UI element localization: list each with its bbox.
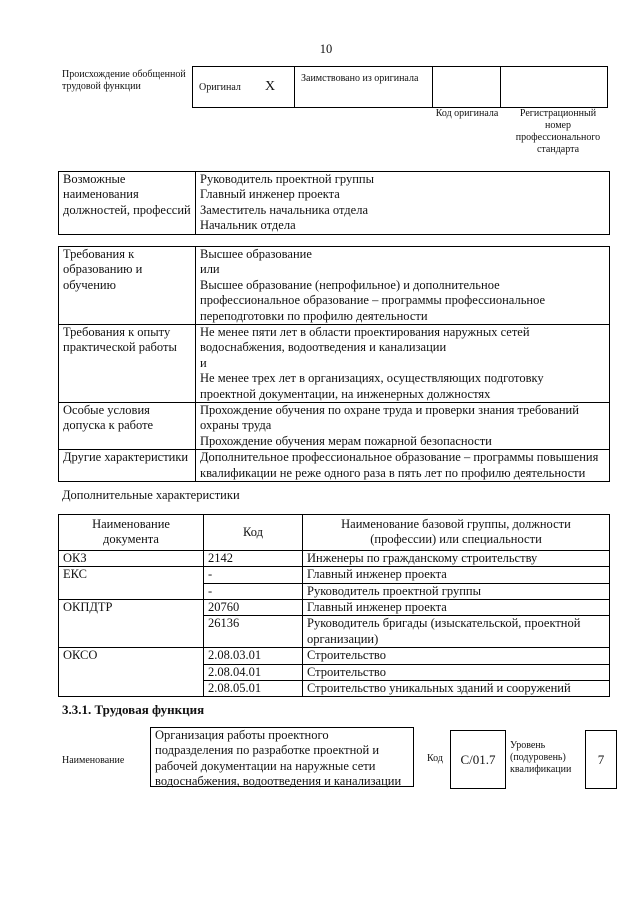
cell-name: Главный инженер проекта [303,567,610,583]
cell-name: Главный инженер проекта [303,600,610,616]
position-item: Заместитель начальника отдела [200,202,368,217]
cell-doc: ЕКС [59,567,204,600]
req-education-text [196,247,610,325]
req-education-label: Требования к образованию и обучению [59,247,196,325]
table-row [59,550,610,566]
req-other-label: Другие характеристики [59,450,196,482]
cell-name: Инженеры по гражданскому строительству [303,550,610,566]
text-line: квалификации не реже одного раза в пять лет по профилю деятельности [200,465,586,480]
original-label: Оригинал [199,82,241,93]
cell-code: - [204,567,303,583]
borrowed-label: Заимствовано из оригинала [301,73,419,84]
req-access-text [196,403,610,450]
positions-list [196,172,610,235]
text-line: охраны труда [200,418,272,433]
text-line: Прохождение обучения мерам пожарной безопасности [200,433,492,448]
cell-code: 2.08.03.01 [204,648,303,664]
cell-doc: ОКПДТР [59,600,204,648]
function-level-label: Уровень (подуровень) квалификации [510,740,572,775]
text-line: профессиональное образование – программы профессиональное [200,293,546,308]
cell-code: 20760 [204,600,303,616]
position-item: Главный инженер проекта [200,187,340,202]
cell-code: 2.08.04.01 [204,664,303,680]
table-row [59,648,610,664]
req-experience-label: Требования к опыту практической работы [59,325,196,403]
cell-name: Строительство уникальных зданий и сооружений [303,681,610,697]
requirements-table [58,246,610,482]
cell-doc: ОКСО [59,648,204,697]
positions-table [58,171,610,235]
cell-code: - [204,583,303,599]
text-line: Высшее образование [200,247,312,261]
text-line: Не менее пяти лет в области проектирования наружных сетей [200,325,530,340]
text-line: Прохождение обучения по охране труда и проверки знания требований [200,403,579,418]
function-code-value: C/01.7 [450,730,506,789]
text-line: Не менее трех лет в организациях, осуществляющих подготовку [200,371,544,386]
text-line: водоснабжения, водоотведения и канализации [200,340,447,355]
header-name: Наименование базовой группы, должности (профессии) или специальности [303,515,610,551]
text-line: Дополнительное профессиональное образование – программы повышения [200,450,599,465]
function-name-label: Наименование [62,755,125,766]
function-heading: 3.3.1. Трудовая функция [62,702,205,717]
cell-name: Строительство [303,648,610,664]
origin-label: Происхождение обобщенной трудовой функции [62,69,186,92]
req-other-text [196,450,610,482]
text-line: проектной документации, на инженерных должностях [200,386,491,401]
code-original-label: Код оригинала [435,108,499,119]
position-item: Руководитель проектной группы [200,172,374,186]
table-row [59,600,610,616]
additional-table [58,514,610,697]
cell-name: Руководитель проектной группы [303,583,610,599]
table-row [59,567,610,583]
origin-box [192,66,608,108]
page-number: 10 [319,42,333,56]
header-document: Наименование документа [59,515,204,551]
text-line: переподготовки по профилю деятельности [200,308,428,323]
function-name-value: Организация работы проектного подразделения по разработке проектной и рабочей документации на наружные сети водоснабжения, водоотведения и канализации [150,727,414,787]
cell-name: Руководитель бригады (изыскательской, проектной организации) [303,616,610,648]
reg-number-label: Регистрационный номер профессионального стандарта [515,108,601,155]
cell-code: 2142 [204,550,303,566]
cell-code: 26136 [204,616,303,648]
cell-code: 2.08.05.01 [204,681,303,697]
text-line: и [200,355,207,370]
text-line: или [200,262,220,277]
position-item: Начальник отдела [200,218,296,233]
positions-label: Возможные наименования должностей, профессий [59,172,196,235]
cell-name: Строительство [303,664,610,680]
req-experience-text [196,325,610,403]
additional-title: Дополнительные характеристики [62,488,240,502]
cell-doc: ОКЗ [59,550,204,566]
function-level-value: 7 [585,730,617,789]
header-code: Код [204,515,303,551]
text-line: Высшее образование (непрофильное) и дополнительное [200,277,500,292]
req-access-label: Особые условия допуска к работе [59,403,196,450]
original-mark: X [265,79,276,94]
function-code-label: Код [427,753,443,764]
